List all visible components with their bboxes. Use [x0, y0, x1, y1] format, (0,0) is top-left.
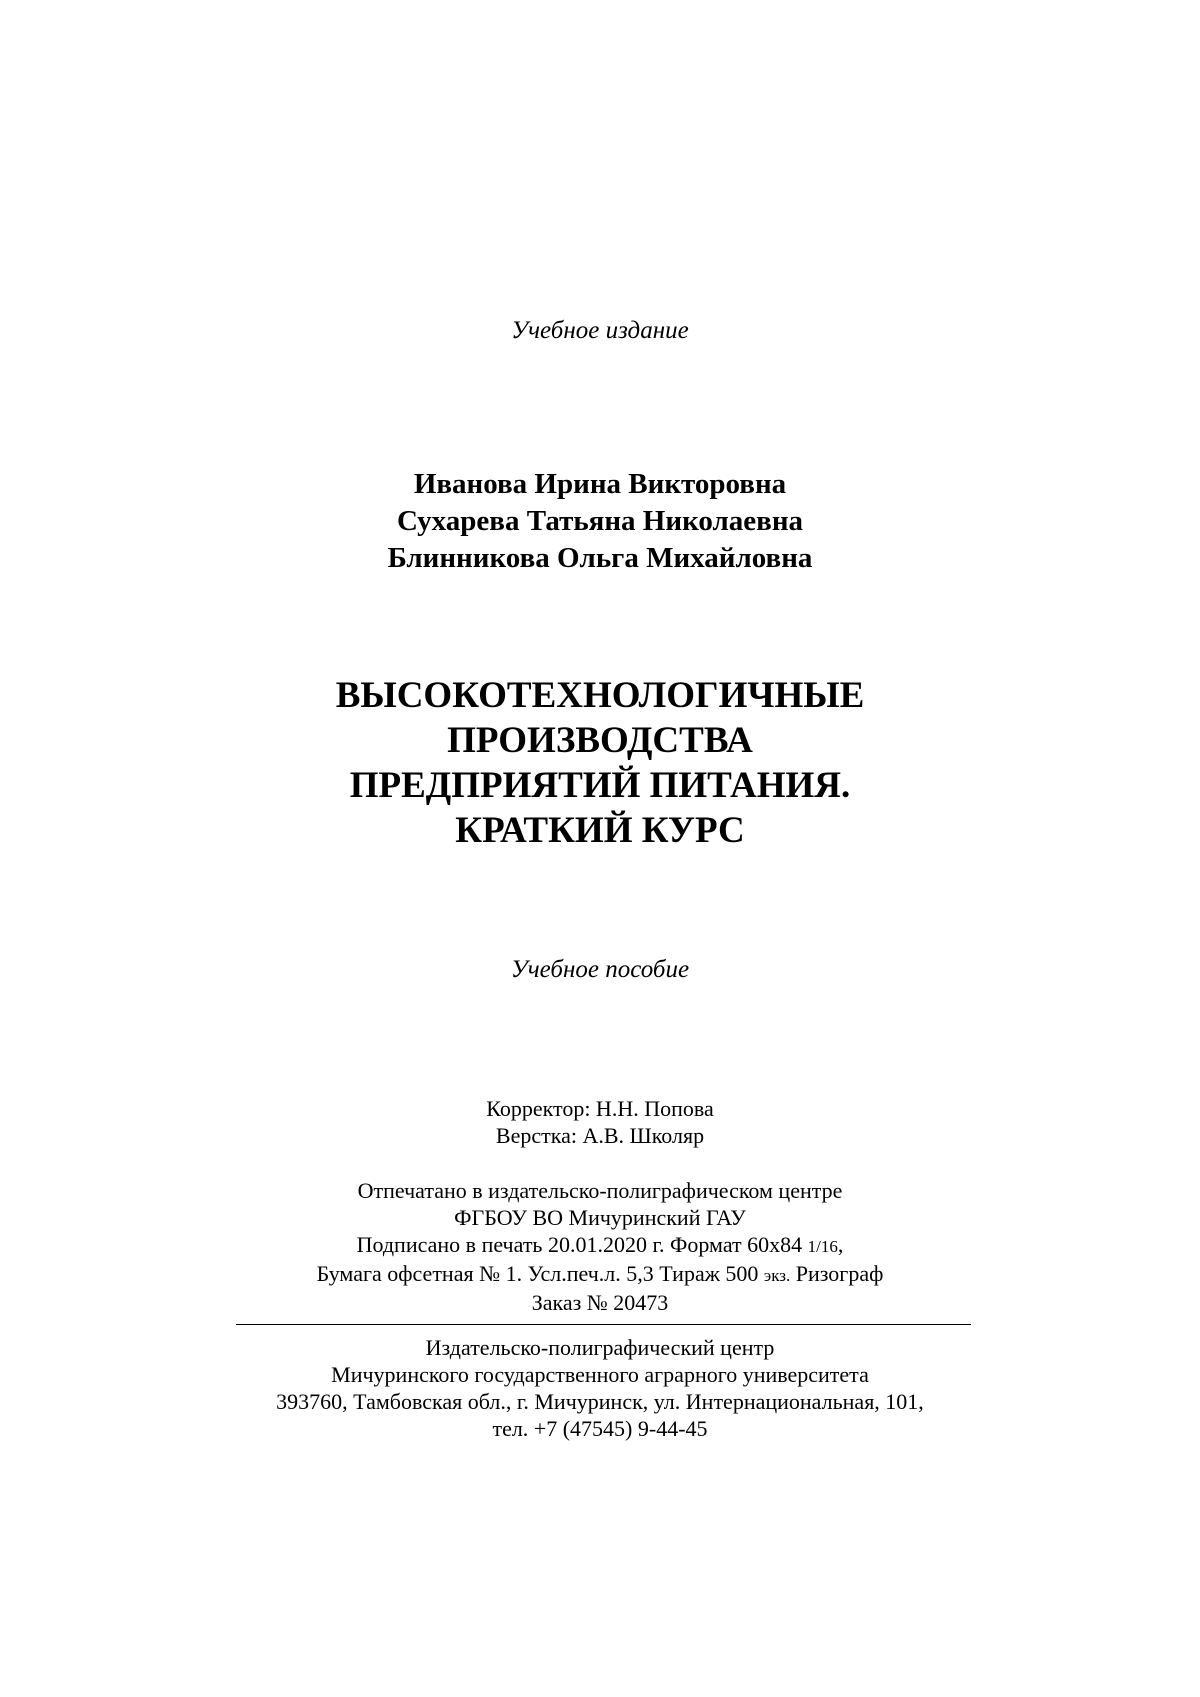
imprint-signed-line	[0, 1231, 1200, 1260]
title-line: КРАТКИЙ КУРС	[455, 810, 745, 851]
imprint-line: ФГБОУ ВО Мичуринский ГАУ	[454, 1205, 746, 1230]
imprint-paper-text: Бумага офсетная № 1. Усл.печ.л. 5,3 Тираж 500	[316, 1261, 764, 1286]
author-name: Блинникова Ольга Михайловна	[387, 542, 813, 574]
imprint-line: Отпечатано в издательско-полиграфическом центре	[357, 1178, 843, 1203]
publisher-line: Мичуринского государственного аграрного университета	[331, 1362, 869, 1387]
title-line: ПРЕДПРИЯТИЙ ПИТАНИЯ.	[349, 765, 851, 806]
title-line: ПРОИЗВОДСТВА	[447, 720, 753, 761]
book-title	[0, 673, 1200, 853]
publisher-line: Издательско-полиграфический центр	[425, 1335, 775, 1360]
corrector-credit: Корректор: Н.Н. Попова	[486, 1096, 714, 1121]
imprint-signed-text: Подписано в печать 20.01.2020 г. Формат 60х84	[356, 1232, 808, 1257]
imprint	[0, 1177, 1200, 1316]
paper-unit: экз.	[763, 1266, 791, 1285]
authors-list	[0, 466, 1200, 577]
publisher-address: 393760, Тамбовская обл., г. Мичуринск, ул. Интернациональная, 101,	[276, 1389, 924, 1414]
imprint-signed-suffix: ,	[837, 1232, 844, 1257]
layout-credit: Верстка: А.В. Школяр	[495, 1123, 705, 1148]
publisher-phone: тел. +7 (47545) 9-44-45	[492, 1416, 708, 1441]
edition-type: Учебное издание	[511, 317, 689, 344]
divider-line	[236, 1324, 971, 1325]
credits	[0, 1095, 1200, 1149]
publication-type: Учебное пособие	[510, 956, 690, 983]
imprint-paper-line	[0, 1260, 1200, 1289]
author-name: Иванова Ирина Викторовна	[413, 468, 787, 500]
order-number: Заказ № 20473	[531, 1290, 669, 1315]
imprint-paper-suffix: Ризограф	[790, 1261, 884, 1286]
title-line: ВЫСОКОТЕХНОЛОГИЧНЫЕ	[335, 675, 865, 716]
author-name: Сухарева Татьяна Николаевна	[396, 505, 804, 537]
publisher-info	[0, 1334, 1200, 1442]
format-fraction: 1/16	[807, 1237, 838, 1256]
